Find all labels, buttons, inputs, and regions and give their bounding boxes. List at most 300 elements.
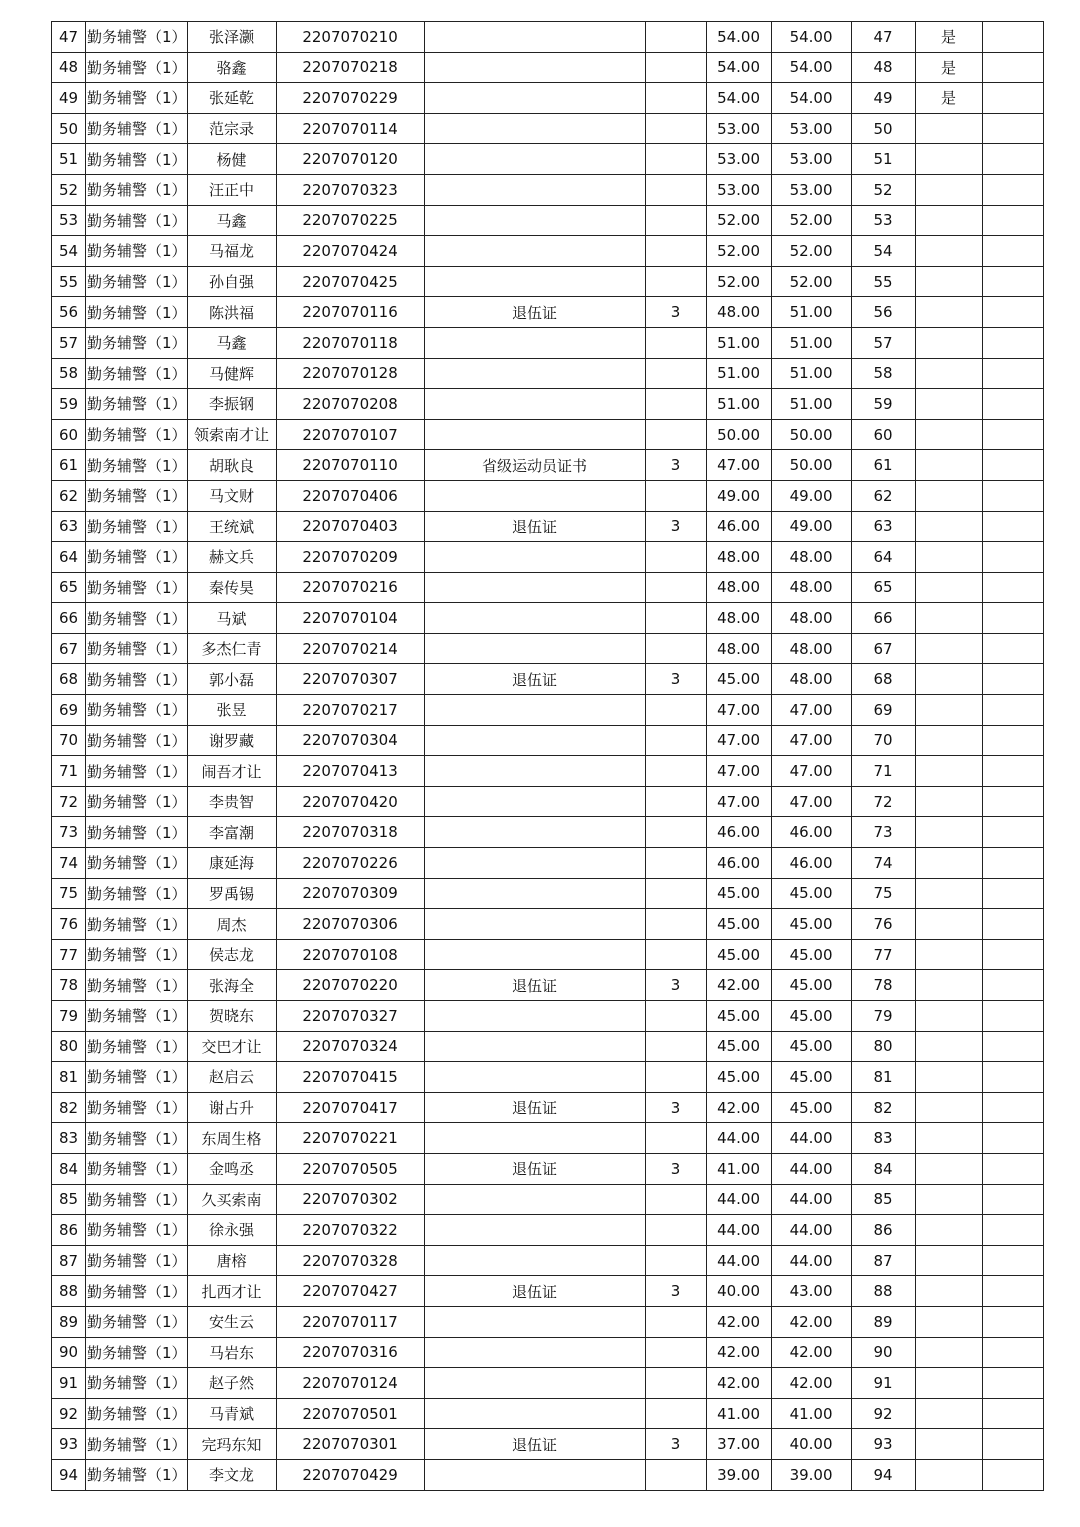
row-number-cell: 54 bbox=[52, 236, 86, 267]
row-number-cell: 87 bbox=[52, 1245, 86, 1276]
total-score-cell: 51.00 bbox=[771, 358, 851, 389]
rank-cell: 50 bbox=[851, 113, 915, 144]
written-score-cell: 45.00 bbox=[706, 1062, 771, 1093]
bonus-certificate-cell: 退伍证 bbox=[424, 970, 645, 1001]
remark-cell bbox=[982, 297, 1043, 328]
candidate-name-cell: 徐永强 bbox=[187, 1215, 276, 1246]
bonus-certificate-cell bbox=[424, 1459, 645, 1490]
row-number-cell: 52 bbox=[52, 174, 86, 205]
score-table-body bbox=[52, 22, 1044, 1491]
position-cell: 勤务辅警（1） bbox=[86, 297, 188, 328]
advance-flag-cell bbox=[915, 1429, 982, 1460]
position-cell: 勤务辅警（1） bbox=[86, 848, 188, 879]
bonus-points-cell bbox=[645, 480, 706, 511]
row-number-cell: 81 bbox=[52, 1062, 86, 1093]
bonus-points-cell bbox=[645, 756, 706, 787]
table-row bbox=[52, 1276, 1044, 1307]
exam-ticket-cell: 2207070229 bbox=[276, 83, 424, 114]
remark-cell bbox=[982, 664, 1043, 695]
table-row bbox=[52, 786, 1044, 817]
written-score-cell: 44.00 bbox=[706, 1215, 771, 1246]
bonus-points-cell bbox=[645, 1123, 706, 1154]
written-score-cell: 51.00 bbox=[706, 327, 771, 358]
written-score-cell: 47.00 bbox=[706, 450, 771, 481]
exam-ticket-cell: 2207070107 bbox=[276, 419, 424, 450]
bonus-certificate-cell bbox=[424, 1306, 645, 1337]
bonus-certificate-cell bbox=[424, 174, 645, 205]
bonus-certificate-cell bbox=[424, 542, 645, 573]
remark-cell bbox=[982, 83, 1043, 114]
table-row bbox=[52, 83, 1044, 114]
advance-flag-cell bbox=[915, 480, 982, 511]
written-score-cell: 44.00 bbox=[706, 1123, 771, 1154]
bonus-points-cell bbox=[645, 786, 706, 817]
table-row bbox=[52, 1459, 1044, 1490]
table-row bbox=[52, 358, 1044, 389]
written-score-cell: 42.00 bbox=[706, 970, 771, 1001]
advance-flag-cell bbox=[915, 205, 982, 236]
bonus-certificate-cell: 省级运动员证书 bbox=[424, 450, 645, 481]
exam-ticket-cell: 2207070406 bbox=[276, 480, 424, 511]
table-row bbox=[52, 1368, 1044, 1399]
bonus-points-cell bbox=[645, 358, 706, 389]
bonus-certificate-cell: 退伍证 bbox=[424, 297, 645, 328]
rank-cell: 49 bbox=[851, 83, 915, 114]
advance-flag-cell bbox=[915, 174, 982, 205]
written-score-cell: 47.00 bbox=[706, 756, 771, 787]
position-cell: 勤务辅警（1） bbox=[86, 756, 188, 787]
table-row bbox=[52, 419, 1044, 450]
bonus-points-cell bbox=[645, 389, 706, 420]
rank-cell: 53 bbox=[851, 205, 915, 236]
candidate-name-cell: 周杰 bbox=[187, 909, 276, 940]
candidate-name-cell: 汪正中 bbox=[187, 174, 276, 205]
exam-ticket-cell: 2207070225 bbox=[276, 205, 424, 236]
written-score-cell: 44.00 bbox=[706, 1184, 771, 1215]
advance-flag-cell bbox=[915, 450, 982, 481]
bonus-certificate-cell bbox=[424, 603, 645, 634]
bonus-points-cell bbox=[645, 848, 706, 879]
table-row bbox=[52, 266, 1044, 297]
total-score-cell: 48.00 bbox=[771, 542, 851, 573]
total-score-cell: 48.00 bbox=[771, 572, 851, 603]
total-score-cell: 54.00 bbox=[771, 22, 851, 53]
rank-cell: 93 bbox=[851, 1429, 915, 1460]
bonus-points-cell: 3 bbox=[645, 970, 706, 1001]
position-cell: 勤务辅警（1） bbox=[86, 1337, 188, 1368]
remark-cell bbox=[982, 1092, 1043, 1123]
position-cell: 勤务辅警（1） bbox=[86, 725, 188, 756]
remark-cell bbox=[982, 1123, 1043, 1154]
bonus-certificate-cell bbox=[424, 83, 645, 114]
exam-ticket-cell: 2207070302 bbox=[276, 1184, 424, 1215]
total-score-cell: 41.00 bbox=[771, 1398, 851, 1429]
written-score-cell: 47.00 bbox=[706, 725, 771, 756]
exam-ticket-cell: 2207070318 bbox=[276, 817, 424, 848]
remark-cell bbox=[982, 786, 1043, 817]
row-number-cell: 89 bbox=[52, 1306, 86, 1337]
bonus-certificate-cell bbox=[424, 236, 645, 267]
table-row bbox=[52, 205, 1044, 236]
row-number-cell: 59 bbox=[52, 389, 86, 420]
exam-ticket-cell: 2207070413 bbox=[276, 756, 424, 787]
advance-flag-cell bbox=[915, 511, 982, 542]
rank-cell: 84 bbox=[851, 1153, 915, 1184]
total-score-cell: 53.00 bbox=[771, 113, 851, 144]
total-score-cell: 54.00 bbox=[771, 52, 851, 83]
row-number-cell: 72 bbox=[52, 786, 86, 817]
written-score-cell: 54.00 bbox=[706, 83, 771, 114]
candidate-name-cell: 范宗录 bbox=[187, 113, 276, 144]
written-score-cell: 45.00 bbox=[706, 909, 771, 940]
position-cell: 勤务辅警（1） bbox=[86, 878, 188, 909]
bonus-points-cell bbox=[645, 1245, 706, 1276]
written-score-cell: 53.00 bbox=[706, 113, 771, 144]
position-cell: 勤务辅警（1） bbox=[86, 1368, 188, 1399]
rank-cell: 55 bbox=[851, 266, 915, 297]
rank-cell: 69 bbox=[851, 695, 915, 726]
written-score-cell: 48.00 bbox=[706, 297, 771, 328]
candidate-name-cell: 完玛东知 bbox=[187, 1429, 276, 1460]
row-number-cell: 67 bbox=[52, 633, 86, 664]
candidate-name-cell: 李富潮 bbox=[187, 817, 276, 848]
bonus-certificate-cell bbox=[424, 572, 645, 603]
written-score-cell: 45.00 bbox=[706, 664, 771, 695]
row-number-cell: 68 bbox=[52, 664, 86, 695]
remark-cell bbox=[982, 1153, 1043, 1184]
bonus-certificate-cell bbox=[424, 1215, 645, 1246]
table-row bbox=[52, 480, 1044, 511]
candidate-name-cell: 杨健 bbox=[187, 144, 276, 175]
remark-cell bbox=[982, 1398, 1043, 1429]
remark-cell bbox=[982, 1306, 1043, 1337]
bonus-points-cell bbox=[645, 909, 706, 940]
bonus-points-cell bbox=[645, 633, 706, 664]
exam-ticket-cell: 2207070307 bbox=[276, 664, 424, 695]
table-row bbox=[52, 633, 1044, 664]
row-number-cell: 70 bbox=[52, 725, 86, 756]
remark-cell bbox=[982, 113, 1043, 144]
exam-ticket-cell: 2207070403 bbox=[276, 511, 424, 542]
bonus-points-cell bbox=[645, 205, 706, 236]
rank-cell: 59 bbox=[851, 389, 915, 420]
bonus-certificate-cell bbox=[424, 1001, 645, 1032]
table-row bbox=[52, 725, 1044, 756]
bonus-certificate-cell bbox=[424, 725, 645, 756]
row-number-cell: 82 bbox=[52, 1092, 86, 1123]
position-cell: 勤务辅警（1） bbox=[86, 970, 188, 1001]
candidate-name-cell: 郭小磊 bbox=[187, 664, 276, 695]
bonus-points-cell bbox=[645, 52, 706, 83]
bonus-certificate-cell: 退伍证 bbox=[424, 1153, 645, 1184]
rank-cell: 58 bbox=[851, 358, 915, 389]
exam-ticket-cell: 2207070429 bbox=[276, 1459, 424, 1490]
remark-cell bbox=[982, 144, 1043, 175]
candidate-name-cell: 马文财 bbox=[187, 480, 276, 511]
candidate-name-cell: 张海全 bbox=[187, 970, 276, 1001]
remark-cell bbox=[982, 542, 1043, 573]
exam-ticket-cell: 2207070104 bbox=[276, 603, 424, 634]
table-row bbox=[52, 542, 1044, 573]
position-cell: 勤务辅警（1） bbox=[86, 1031, 188, 1062]
written-score-cell: 45.00 bbox=[706, 1031, 771, 1062]
bonus-certificate-cell bbox=[424, 1123, 645, 1154]
position-cell: 勤务辅警（1） bbox=[86, 1215, 188, 1246]
exam-ticket-cell: 2207070304 bbox=[276, 725, 424, 756]
total-score-cell: 44.00 bbox=[771, 1215, 851, 1246]
advance-flag-cell bbox=[915, 358, 982, 389]
advance-flag-cell bbox=[915, 970, 982, 1001]
row-number-cell: 76 bbox=[52, 909, 86, 940]
candidate-name-cell: 唐榕 bbox=[187, 1245, 276, 1276]
advance-flag-cell bbox=[915, 327, 982, 358]
row-number-cell: 78 bbox=[52, 970, 86, 1001]
exam-ticket-cell: 2207070427 bbox=[276, 1276, 424, 1307]
written-score-cell: 39.00 bbox=[706, 1459, 771, 1490]
rank-cell: 89 bbox=[851, 1306, 915, 1337]
candidate-name-cell: 马岩东 bbox=[187, 1337, 276, 1368]
table-row bbox=[52, 1123, 1044, 1154]
exam-ticket-cell: 2207070220 bbox=[276, 970, 424, 1001]
written-score-cell: 49.00 bbox=[706, 480, 771, 511]
score-table bbox=[51, 21, 1044, 1491]
advance-flag-cell bbox=[915, 144, 982, 175]
position-cell: 勤务辅警（1） bbox=[86, 113, 188, 144]
advance-flag-cell bbox=[915, 236, 982, 267]
position-cell: 勤务辅警（1） bbox=[86, 450, 188, 481]
total-score-cell: 50.00 bbox=[771, 419, 851, 450]
advance-flag-cell bbox=[915, 603, 982, 634]
bonus-points-cell bbox=[645, 878, 706, 909]
row-number-cell: 77 bbox=[52, 939, 86, 970]
row-number-cell: 60 bbox=[52, 419, 86, 450]
bonus-points-cell bbox=[645, 22, 706, 53]
bonus-certificate-cell bbox=[424, 848, 645, 879]
candidate-name-cell: 马青斌 bbox=[187, 1398, 276, 1429]
exam-ticket-cell: 2207070210 bbox=[276, 22, 424, 53]
written-score-cell: 54.00 bbox=[706, 22, 771, 53]
rank-cell: 56 bbox=[851, 297, 915, 328]
bonus-certificate-cell bbox=[424, 1031, 645, 1062]
row-number-cell: 93 bbox=[52, 1429, 86, 1460]
table-row bbox=[52, 572, 1044, 603]
advance-flag-cell: 是 bbox=[915, 22, 982, 53]
written-score-cell: 44.00 bbox=[706, 1245, 771, 1276]
position-cell: 勤务辅警（1） bbox=[86, 1123, 188, 1154]
remark-cell bbox=[982, 725, 1043, 756]
row-number-cell: 88 bbox=[52, 1276, 86, 1307]
bonus-certificate-cell bbox=[424, 419, 645, 450]
row-number-cell: 63 bbox=[52, 511, 86, 542]
written-score-cell: 48.00 bbox=[706, 633, 771, 664]
total-score-cell: 39.00 bbox=[771, 1459, 851, 1490]
remark-cell bbox=[982, 633, 1043, 664]
written-score-cell: 54.00 bbox=[706, 52, 771, 83]
remark-cell bbox=[982, 22, 1043, 53]
rank-cell: 71 bbox=[851, 756, 915, 787]
total-score-cell: 45.00 bbox=[771, 909, 851, 940]
remark-cell bbox=[982, 1215, 1043, 1246]
candidate-name-cell: 贺晓东 bbox=[187, 1001, 276, 1032]
row-number-cell: 79 bbox=[52, 1001, 86, 1032]
advance-flag-cell: 是 bbox=[915, 83, 982, 114]
row-number-cell: 57 bbox=[52, 327, 86, 358]
position-cell: 勤务辅警（1） bbox=[86, 83, 188, 114]
position-cell: 勤务辅警（1） bbox=[86, 1276, 188, 1307]
advance-flag-cell bbox=[915, 695, 982, 726]
remark-cell bbox=[982, 266, 1043, 297]
written-score-cell: 47.00 bbox=[706, 695, 771, 726]
remark-cell bbox=[982, 603, 1043, 634]
bonus-points-cell bbox=[645, 266, 706, 297]
candidate-name-cell: 李文龙 bbox=[187, 1459, 276, 1490]
total-score-cell: 42.00 bbox=[771, 1337, 851, 1368]
written-score-cell: 50.00 bbox=[706, 419, 771, 450]
bonus-points-cell: 3 bbox=[645, 450, 706, 481]
rank-cell: 66 bbox=[851, 603, 915, 634]
bonus-points-cell bbox=[645, 572, 706, 603]
row-number-cell: 69 bbox=[52, 695, 86, 726]
table-row bbox=[52, 297, 1044, 328]
total-score-cell: 49.00 bbox=[771, 480, 851, 511]
table-row bbox=[52, 756, 1044, 787]
row-number-cell: 74 bbox=[52, 848, 86, 879]
total-score-cell: 45.00 bbox=[771, 1001, 851, 1032]
rank-cell: 63 bbox=[851, 511, 915, 542]
position-cell: 勤务辅警（1） bbox=[86, 389, 188, 420]
table-row bbox=[52, 450, 1044, 481]
candidate-name-cell: 康延海 bbox=[187, 848, 276, 879]
written-score-cell: 48.00 bbox=[706, 603, 771, 634]
total-score-cell: 44.00 bbox=[771, 1153, 851, 1184]
total-score-cell: 45.00 bbox=[771, 1092, 851, 1123]
position-cell: 勤务辅警（1） bbox=[86, 419, 188, 450]
exam-ticket-cell: 2207070120 bbox=[276, 144, 424, 175]
rank-cell: 80 bbox=[851, 1031, 915, 1062]
candidate-name-cell: 安生云 bbox=[187, 1306, 276, 1337]
row-number-cell: 65 bbox=[52, 572, 86, 603]
row-number-cell: 84 bbox=[52, 1153, 86, 1184]
bonus-points-cell bbox=[645, 1459, 706, 1490]
written-score-cell: 42.00 bbox=[706, 1306, 771, 1337]
written-score-cell: 40.00 bbox=[706, 1276, 771, 1307]
written-score-cell: 42.00 bbox=[706, 1368, 771, 1399]
written-score-cell: 51.00 bbox=[706, 389, 771, 420]
remark-cell bbox=[982, 480, 1043, 511]
bonus-points-cell bbox=[645, 83, 706, 114]
rank-cell: 64 bbox=[851, 542, 915, 573]
candidate-name-cell: 骆鑫 bbox=[187, 52, 276, 83]
rank-cell: 70 bbox=[851, 725, 915, 756]
bonus-certificate-cell bbox=[424, 878, 645, 909]
advance-flag-cell bbox=[915, 1184, 982, 1215]
written-score-cell: 46.00 bbox=[706, 848, 771, 879]
position-cell: 勤务辅警（1） bbox=[86, 695, 188, 726]
advance-flag-cell bbox=[915, 1123, 982, 1154]
bonus-certificate-cell bbox=[424, 389, 645, 420]
bonus-points-cell bbox=[645, 1062, 706, 1093]
bonus-certificate-cell bbox=[424, 358, 645, 389]
candidate-name-cell: 秦传昊 bbox=[187, 572, 276, 603]
position-cell: 勤务辅警（1） bbox=[86, 1398, 188, 1429]
remark-cell bbox=[982, 419, 1043, 450]
bonus-points-cell bbox=[645, 1337, 706, 1368]
table-row bbox=[52, 1001, 1044, 1032]
rank-cell: 72 bbox=[851, 786, 915, 817]
written-score-cell: 37.00 bbox=[706, 1429, 771, 1460]
remark-cell bbox=[982, 511, 1043, 542]
rank-cell: 90 bbox=[851, 1337, 915, 1368]
table-row bbox=[52, 1398, 1044, 1429]
table-row bbox=[52, 1184, 1044, 1215]
row-number-cell: 94 bbox=[52, 1459, 86, 1490]
advance-flag-cell bbox=[915, 1153, 982, 1184]
total-score-cell: 44.00 bbox=[771, 1184, 851, 1215]
advance-flag-cell bbox=[915, 756, 982, 787]
written-score-cell: 48.00 bbox=[706, 572, 771, 603]
rank-cell: 62 bbox=[851, 480, 915, 511]
rank-cell: 67 bbox=[851, 633, 915, 664]
candidate-name-cell: 交巴才让 bbox=[187, 1031, 276, 1062]
advance-flag-cell bbox=[915, 1001, 982, 1032]
bonus-certificate-cell: 退伍证 bbox=[424, 1429, 645, 1460]
position-cell: 勤务辅警（1） bbox=[86, 205, 188, 236]
candidate-name-cell: 扎西才让 bbox=[187, 1276, 276, 1307]
total-score-cell: 43.00 bbox=[771, 1276, 851, 1307]
total-score-cell: 46.00 bbox=[771, 817, 851, 848]
table-row bbox=[52, 236, 1044, 267]
candidate-name-cell: 闹吾才让 bbox=[187, 756, 276, 787]
position-cell: 勤务辅警（1） bbox=[86, 511, 188, 542]
table-row bbox=[52, 1062, 1044, 1093]
row-number-cell: 62 bbox=[52, 480, 86, 511]
rank-cell: 94 bbox=[851, 1459, 915, 1490]
position-cell: 勤务辅警（1） bbox=[86, 939, 188, 970]
total-score-cell: 51.00 bbox=[771, 389, 851, 420]
row-number-cell: 50 bbox=[52, 113, 86, 144]
bonus-certificate-cell bbox=[424, 633, 645, 664]
total-score-cell: 47.00 bbox=[771, 695, 851, 726]
exam-ticket-cell: 2207070324 bbox=[276, 1031, 424, 1062]
exam-ticket-cell: 2207070216 bbox=[276, 572, 424, 603]
exam-ticket-cell: 2207070209 bbox=[276, 542, 424, 573]
remark-cell bbox=[982, 939, 1043, 970]
table-row bbox=[52, 817, 1044, 848]
table-row bbox=[52, 52, 1044, 83]
candidate-name-cell: 马福龙 bbox=[187, 236, 276, 267]
exam-ticket-cell: 2207070415 bbox=[276, 1062, 424, 1093]
exam-ticket-cell: 2207070417 bbox=[276, 1092, 424, 1123]
bonus-certificate-cell bbox=[424, 786, 645, 817]
advance-flag-cell bbox=[915, 1306, 982, 1337]
remark-cell bbox=[982, 1001, 1043, 1032]
candidate-name-cell: 多杰仁青 bbox=[187, 633, 276, 664]
bonus-points-cell: 3 bbox=[645, 511, 706, 542]
bonus-points-cell bbox=[645, 1031, 706, 1062]
exam-ticket-cell: 2207070110 bbox=[276, 450, 424, 481]
remark-cell bbox=[982, 970, 1043, 1001]
bonus-points-cell: 3 bbox=[645, 1276, 706, 1307]
position-cell: 勤务辅警（1） bbox=[86, 22, 188, 53]
remark-cell bbox=[982, 1031, 1043, 1062]
total-score-cell: 53.00 bbox=[771, 174, 851, 205]
total-score-cell: 48.00 bbox=[771, 664, 851, 695]
position-cell: 勤务辅警（1） bbox=[86, 1306, 188, 1337]
exam-ticket-cell: 2207070327 bbox=[276, 1001, 424, 1032]
row-number-cell: 80 bbox=[52, 1031, 86, 1062]
remark-cell bbox=[982, 205, 1043, 236]
remark-cell bbox=[982, 1429, 1043, 1460]
